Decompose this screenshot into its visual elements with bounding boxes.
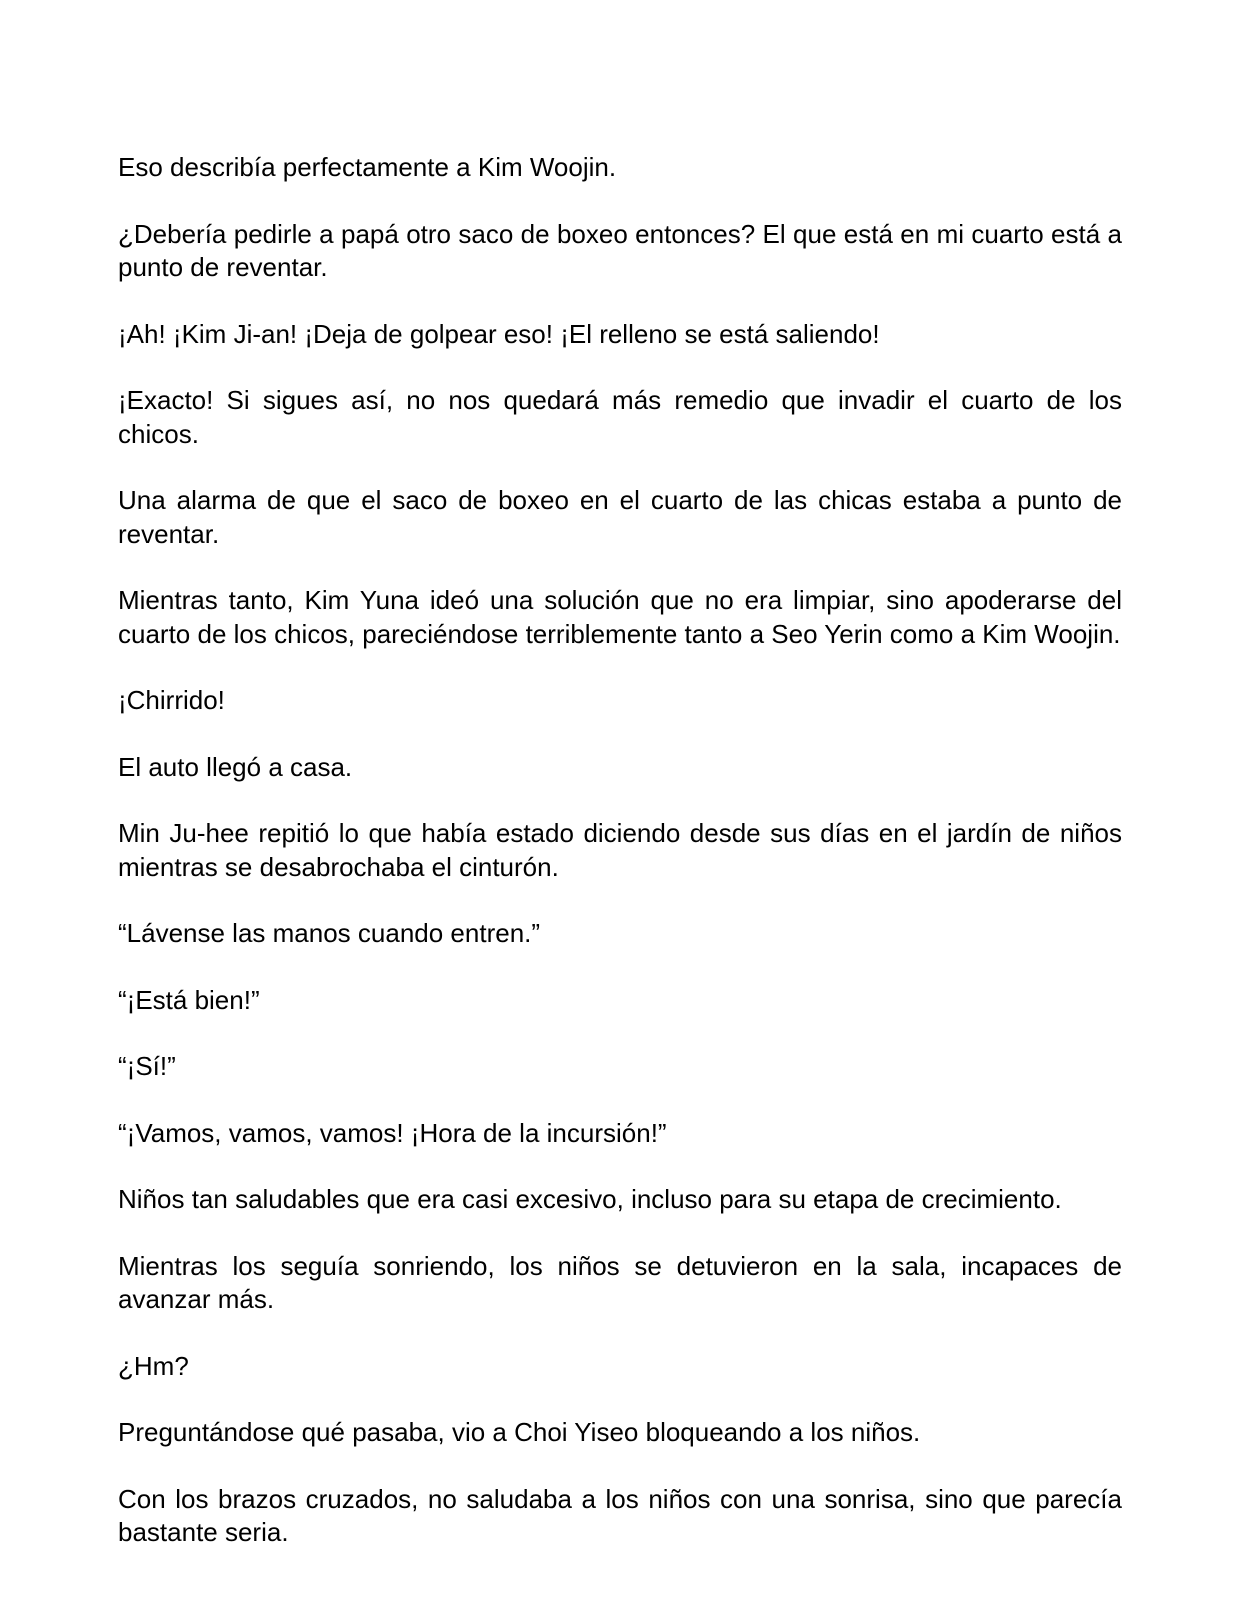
paragraph: ¡Exacto! Si sigues así, no nos quedará más remedio que invadir el cuarto de los chicos.: [118, 385, 1122, 449]
paragraph: ¡Ah! ¡Kim Ji-an! ¡Deja de golpear eso! ¡El relleno se está saliendo!: [118, 318, 880, 349]
paragraph: ¡Chirrido!: [118, 685, 225, 715]
paragraph: Mientras los seguía sonriendo, los niños se detuvieron en la sala, incapaces de avanzar más.: [118, 1250, 1122, 1314]
document-page: [118, 151, 1122, 1583]
paragraph: ¿Hm?: [118, 1350, 189, 1381]
paragraph: “Lávense las manos cuando entren.”: [118, 918, 541, 948]
paragraph: Mientras tanto, Kim Yuna ideó una solución que no era limpiar, sino apoderarse del cuarto de los chicos, pareciéndose terriblemente tanto a Seo Yerin como a Kim Woojin.: [118, 585, 1122, 649]
paragraph: “¡Sí!”: [118, 1051, 176, 1081]
paragraph: El auto llegó a casa.: [118, 751, 353, 782]
paragraph: Con los brazos cruzados, no saludaba a los niños con una sonrisa, sino que parecía bastante seria.: [118, 1483, 1122, 1547]
paragraph: “¡Vamos, vamos, vamos! ¡Hora de la incursión!”: [118, 1117, 667, 1148]
paragraph: Preguntándose qué pasaba, vio a Choi Yiseo bloqueando a los niños.: [118, 1417, 921, 1447]
paragraph: “¡Está bien!”: [118, 984, 260, 1015]
paragraph: Niños tan saludables que era casi excesivo, incluso para su etapa de crecimiento.: [118, 1184, 1062, 1214]
paragraph: ¿Debería pedirle a papá otro saco de boxeo entonces? El que está en mi cuarto está a punto de reventar.: [118, 218, 1122, 282]
paragraph: Eso describía perfectamente a Kim Woojin.: [118, 152, 617, 182]
paragraph: Min Ju-hee repitió lo que había estado diciendo desde sus días en el jardín de niños mientras se desabrochaba el cinturón.: [118, 818, 1122, 882]
paragraph: Una alarma de que el saco de boxeo en el cuarto de las chicas estaba a punto de reventar.: [118, 485, 1122, 549]
